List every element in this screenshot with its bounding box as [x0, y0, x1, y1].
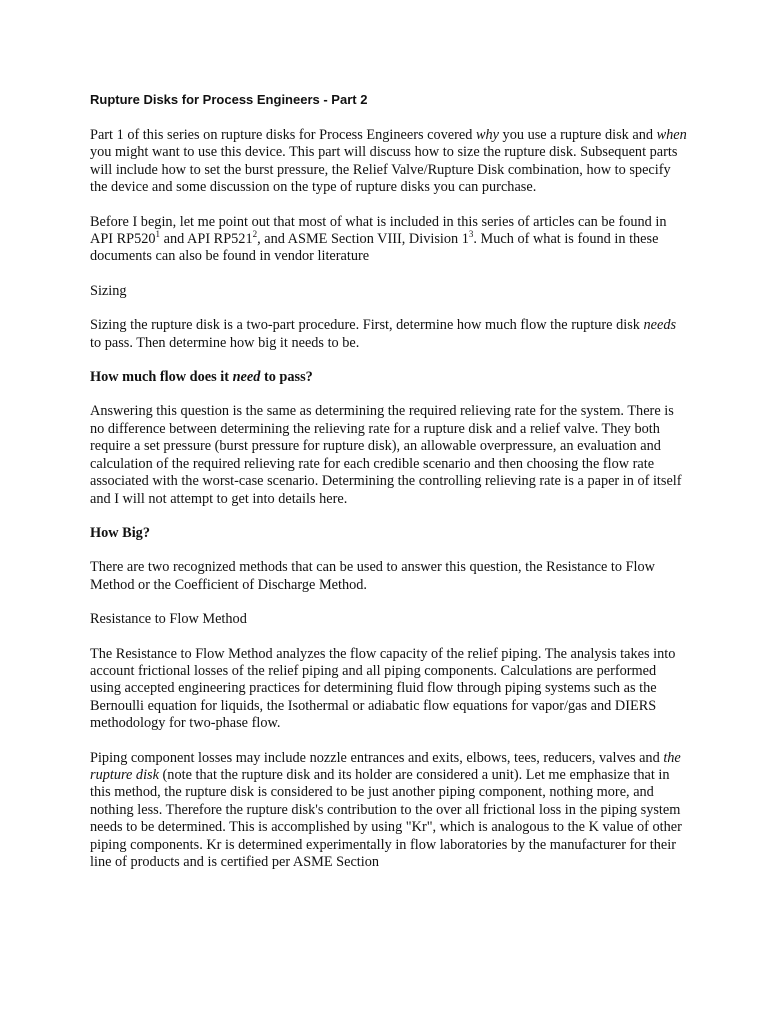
text-run: Piping component losses may include nozzle entrances and exits, elbows, tees, reducers, valves and: [90, 749, 664, 766]
section-heading-sizing: Sizing: [90, 282, 127, 299]
emphasis-needs: needs: [643, 317, 677, 334]
flow-paragraph: Answering this question is the same as determining the required relieving rate for the system. There is no difference between determining the relieving rate for a rupture disk and a relief valve. They both require a set pressure (burst pressure for rupture disk), an allowable overpressure, an evaluation and calculation of the required relieving rate for each credible scenario and then choosing the flow rate associated with the worst-case scenario. Determining the controlling relieving rate is a paper in of itself and I will not attempt to get into details here.: [90, 403, 682, 507]
footnote-ref: 2: [252, 229, 258, 240]
text-run: . Much of what is found in these documents can also be found in vendor literature: [90, 231, 659, 265]
emphasis-need: need: [232, 369, 261, 386]
article-body: [90, 91, 690, 888]
component-losses-paragraph: [90, 750, 690, 872]
text-run: Sizing the rupture disk is a two-part procedure. First, determine how much flow the rupture disk: [90, 317, 644, 334]
emphasis-why: why: [475, 127, 499, 143]
text-run: (note that the rupture disk and its holder are considered a unit). Let me emphasize that in this method, the rupture disk is considered to be just another piping component, nothing more, and nothing less. Therefore the rupture disk's contribution to the over all frictional loss in the piping system needs to be determined. This is accomplished by using "Kr", which is analogous to the K value of other piping components. Kr is determined experimentally in flow laboratories by the manufacturer for their line of products and is certified per ASME Section: [90, 766, 682, 870]
references-paragraph: [90, 214, 690, 266]
text-run: to pass. Then determine how big it needs to be.: [90, 334, 360, 351]
text-run: to pass?: [260, 369, 313, 386]
text-run: Before I begin, let me point out that most of what is included in this series of articles can be found in API RP520: [90, 213, 667, 248]
footnote-ref: 1: [155, 229, 161, 240]
methods-paragraph: There are two recognized methods that can be used to answer this question, the Resistance to Flow Method or the Coefficient of Discharge Method.: [90, 559, 655, 593]
emphasis-rupture-disk: the rupture disk: [90, 749, 681, 783]
section-heading-rtf: Resistance to Flow Method: [90, 611, 247, 628]
text-run: you might want to use this device. This part will discuss how to size the rupture disk. Subsequent parts will include how to set the burst pressure, the Relief Valve/Rupture Disk combination, how to specify the device and some discussion on the type of rupture disks you can purchase.: [90, 144, 678, 196]
footnote-ref: 3: [468, 229, 474, 240]
emphasis-when: when: [656, 127, 687, 143]
text-run: Part 1 of this series on rupture disks for Process Engineers covered: [90, 127, 476, 143]
text-run: , and ASME Section VIII, Division 1: [257, 231, 469, 248]
sizing-paragraph: [90, 317, 690, 352]
page-title: Rupture Disks for Process Engineers - Part 2: [90, 92, 368, 107]
text-run: you use a rupture disk and: [498, 127, 657, 143]
subheading-flow: [90, 369, 690, 386]
text-run: How much flow does it: [90, 369, 233, 386]
rtf-paragraph: The Resistance to Flow Method analyzes the flow capacity of the relief piping. The analysis takes into account frictional losses of the relief piping and all piping components. Calculations are performed using accepted engineering practices for determining fluid flow through piping systems such as the Bernoulli equation for liquids, the Isothermal or adiabatic flow equations for vapor/gas and DIERS methodology for two-phase flow.: [90, 645, 676, 732]
subheading-how-big: How Big?: [90, 524, 150, 541]
intro-paragraph: [90, 127, 690, 197]
text-run: and API RP521: [160, 231, 253, 248]
